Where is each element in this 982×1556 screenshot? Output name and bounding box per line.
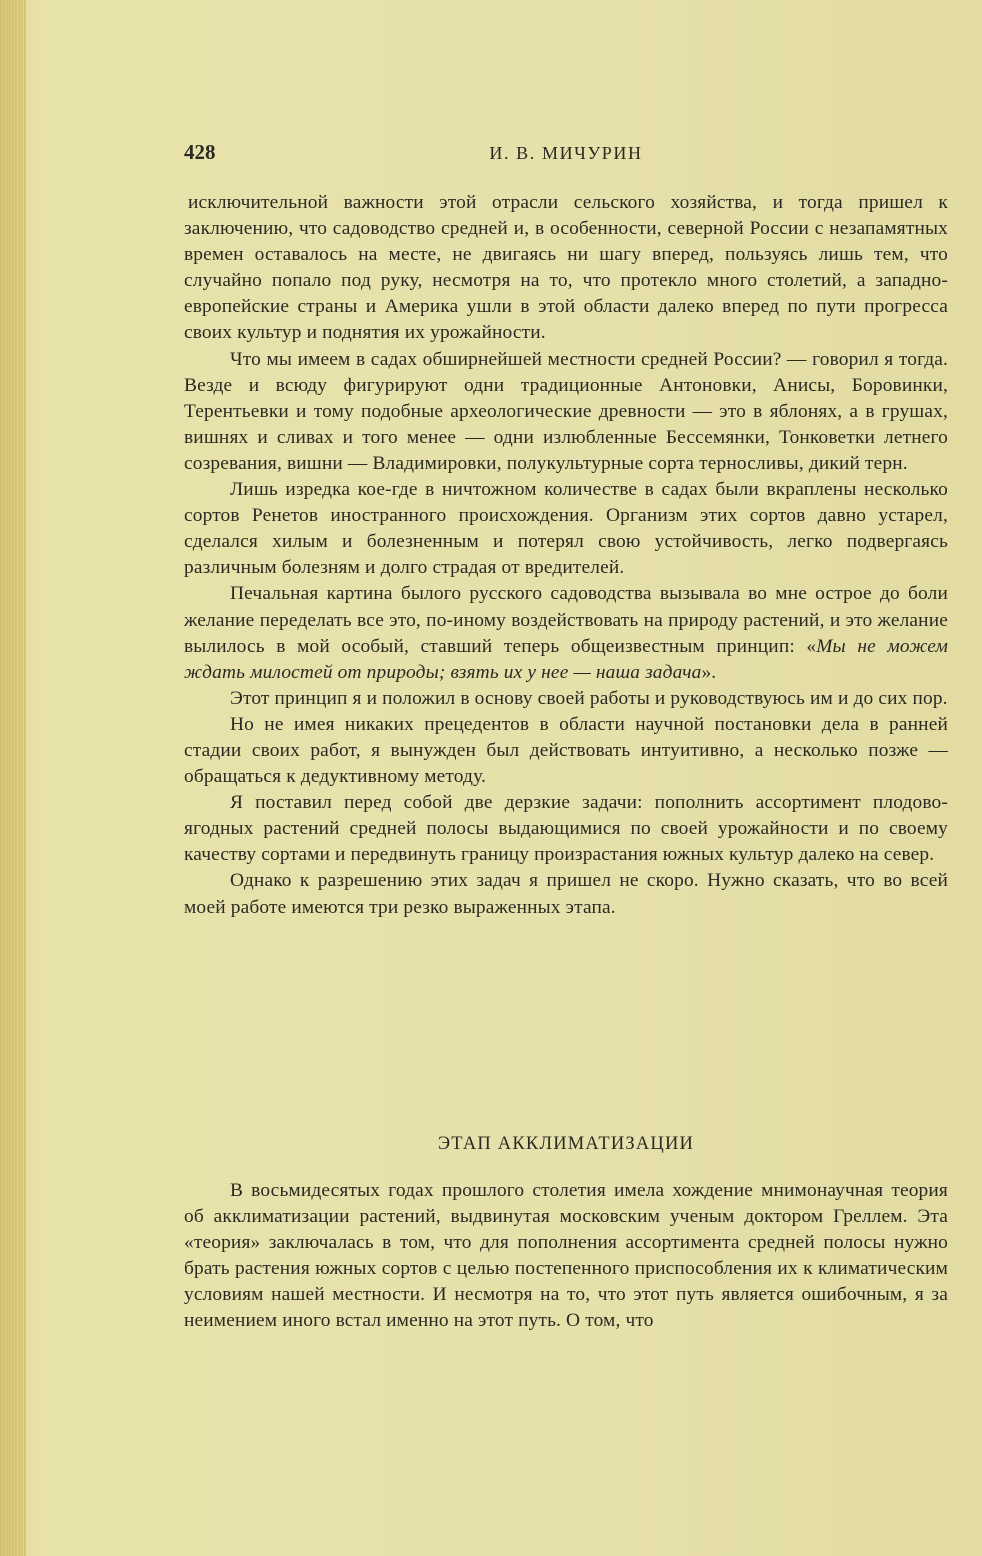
section-paragraph-1: В восьмидесятых годах прошлого столетия имела хождение мнимонаучная теория об акклиматизации растений, выдвинутая московским ученым доктором Греллем. Эта «теория» заключалась в том, что для пополнения ассортимента средней полосы нужно брать растения южных сортов с целью постепенного приспособления их к климатическим условиям нашей местности. И несмотря на то, что этот путь является ошибочным, я за неимением иного встал именно на этот путь. О том, что (184, 1180, 948, 1332)
paragraph-1: исключительной важности этой отрасли сельского хозяйства, и тогда пришел к заключению, что садоводство средней и, в особенности, северной России с незапамятных времен оставалось на месте, не двигаясь ни шагу вперед, пользуясь лишь тем, что случайно попало под руку, несмотря на то, что протекло много столетий, а западно-европейские страны и Америка ушли в этой области далеко вперед по пути прогресса своих культур и поднятия их урожайности. (184, 192, 948, 344)
michurin-principle-quote: Мы не можем ждать милостей от природы; взять их у нее — наша задача (184, 635, 948, 683)
running-head (184, 140, 948, 172)
main-text (184, 190, 948, 921)
paragraph-6: Но не имея никаких прецедентов в области научной постановки дела в ранней стадии своих работ, я вынужден был действовать интуитивно, а несколько позже — обращаться к дедуктивному методу. (184, 713, 948, 788)
paragraph-5: Этот принцип я и положил в основу своей работы и руководствуюсь им и до сих пор. (230, 687, 948, 709)
page-number: 428 (184, 140, 216, 164)
section-heading: ЭТАП АККЛИМАТИЗАЦИИ (437, 1134, 695, 1154)
page-edge (0, 0, 26, 1556)
paragraph-4-text: Печальная картина былого русского садоводства вызывала во мне острое до боли желание переделать все это, по-иному воздействовать на природу растений, и это желание вылилось в мой особый, ставший теперь общеизвестным принцип: « (184, 583, 948, 657)
paragraph-7: Я поставил перед собой две дерзкие задачи: пополнить ассортимент плодово-ягодных растений средней полосы выдающимися по своей урожайности и по своему качеству сортами и передвинуть границу произрастания южных культур далеко на север. (184, 792, 948, 866)
paragraph-2: Что мы имеем в садах обширнейшей местности средней России? — говорил я тогда. Везде и всюду фигурируют одни традиционные Антоновки, Анисы, Боровинки, Терентьевки и тому подобные археологические древности — это в яблонях, а в грушах, вишнях и сливах и того менее — одни излюбленные Бессемянки, Тонковетки летнего созревания, вишни — Владимировки, полукультурные сорта терносливы, дикий терн. (184, 348, 948, 474)
paragraph-8: Однако к разрешению этих задач я пришел не скоро. Нужно сказать, что во всей моей работе имеются три резко выраженных этапа. (184, 870, 948, 918)
paragraph-4-end: ». (701, 661, 717, 683)
section-text (184, 1178, 948, 1335)
header-title: И. В. МИЧУРИН (489, 143, 643, 163)
paragraph-4 (184, 581, 948, 685)
paragraph-3: Лишь изредка кое-где в ничтожном количестве в садах были вкраплены несколько сортов Ренетов иностранного происхождения. Организм этих сортов давно устарел, сделался хилым и болезненным и потерял свою устойчивость, легко подвергаясь различным болезням и долго страдая от вредителей. (184, 479, 948, 579)
